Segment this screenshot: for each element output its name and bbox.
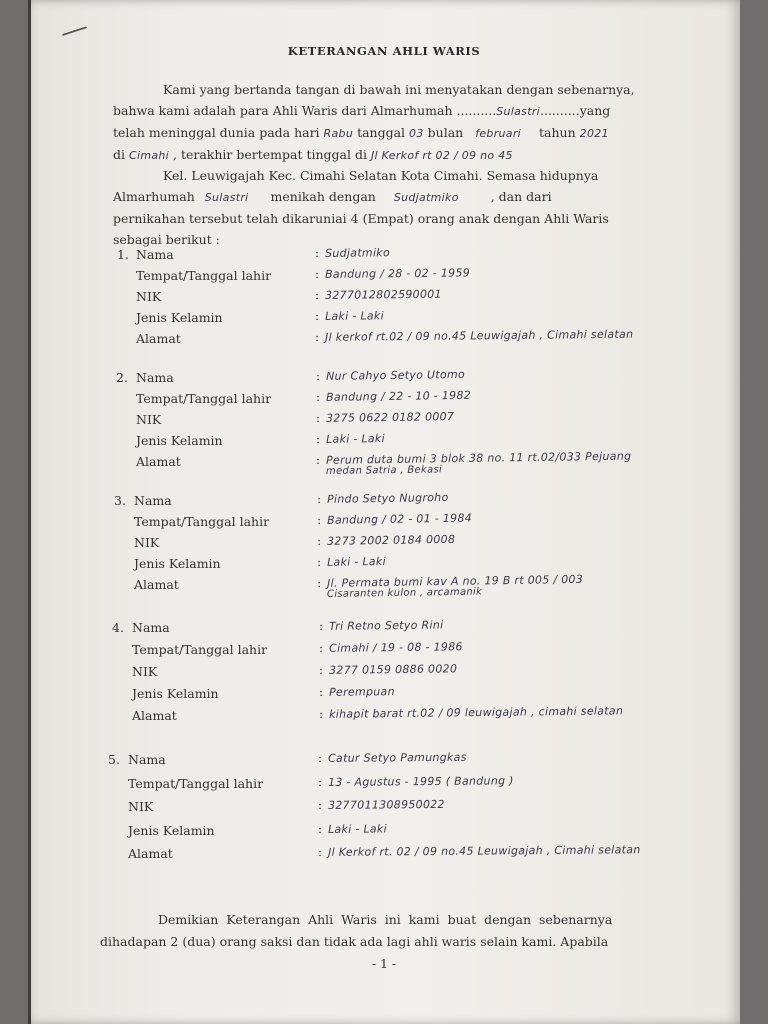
- heir-nik-field: [318, 797, 445, 812]
- intro-line-6-c: , dan dari: [490, 189, 552, 204]
- field-colon: :: [316, 491, 322, 506]
- field-colon: :: [314, 329, 320, 344]
- heir-label-nama: Nama: [134, 493, 172, 508]
- heir-alamat-value: Jl. Permata bumi kav A no. 19 B rt 005 / 003: [326, 572, 584, 590]
- field-colon: :: [314, 287, 320, 302]
- intro-line-2-a: bahwa kami adalah para Ahli Waris dari Almarhumah ..........: [113, 103, 497, 118]
- heir-ttl-value: Cimahi / 19 - 08 - 1986: [328, 640, 463, 655]
- page-edge: [28, 0, 31, 1024]
- heir-nik-value: 3275 0622 0182 0007: [325, 410, 455, 425]
- death-day: Rabu: [323, 127, 354, 140]
- heir-label-alamat: Alamat: [136, 454, 181, 469]
- intro-line-3-a: telah meninggal dunia pada hari: [113, 125, 320, 140]
- intro-line-6-b: menikah dengan: [270, 189, 376, 204]
- field-colon: :: [317, 750, 323, 765]
- death-date: 03: [409, 127, 424, 140]
- heir-number: 4.: [112, 620, 124, 635]
- field-colon: :: [315, 452, 321, 467]
- intro-line-4-b: , terakhir bertempat tinggal di: [173, 147, 367, 162]
- field-colon: :: [318, 684, 324, 699]
- death-year: 2021: [579, 127, 609, 140]
- field-colon: :: [315, 389, 321, 404]
- heir-label-alamat: Alamat: [128, 846, 173, 861]
- document-title: KETERANGAN AHLI WARIS: [287, 44, 481, 58]
- heir-label-jk: Jenis Kelamin: [128, 822, 215, 838]
- closing-line-2: dihadapan 2 (dua) orang saksi dan tidak ada lagi ahli waris selain kami. Apabila: [100, 934, 609, 949]
- heir-label-alamat: Alamat: [134, 577, 179, 592]
- intro-line-4-a: di: [113, 147, 125, 162]
- heir-nama-value: Sudjatmiko: [324, 246, 391, 260]
- heir-nik-field: [316, 409, 454, 425]
- intro-line-6: [113, 189, 552, 204]
- intro-line-8: sebagai berikut :: [113, 232, 220, 247]
- heir-nama-field: [316, 367, 465, 383]
- heir-nama-field: [317, 490, 449, 506]
- heir-ttl-value: Bandung / 28 - 02 - 1959: [324, 266, 471, 281]
- intro-line-3-b: tanggal: [357, 125, 406, 140]
- heir-alamat-value: Jl kerkof rt.02 / 09 no.45 Leuwigajah , Cimahi selatan: [324, 327, 634, 344]
- intro-line-7: pernikahan tersebut telah dikaruniai 4 (Empat) orang anak dengan Ahli Waris: [113, 211, 609, 226]
- field-colon: :: [318, 640, 324, 655]
- intro-line-3-d: tahun: [539, 125, 576, 140]
- field-colon: :: [315, 431, 321, 446]
- field-colon: :: [317, 797, 323, 812]
- heir-nik-value: 3277011308950022: [327, 797, 445, 812]
- heir-jk-field: [317, 554, 386, 569]
- spouse-name: Sudjatmiko: [393, 191, 459, 204]
- heir-label-jk: Jenis Kelamin: [136, 433, 223, 448]
- field-colon: :: [316, 575, 322, 590]
- heir-nik-value: 3277 0159 0886 0020: [328, 662, 458, 677]
- field-colon: :: [315, 368, 321, 383]
- heir-ttl-field: [315, 265, 470, 281]
- heir-ttl-field: [316, 388, 471, 404]
- intro-line-1: Kami yang bertanda tangan di bawah ini menyatakan dengan sebenarnya,: [163, 82, 635, 97]
- heir-label-nik: NIK: [136, 412, 162, 427]
- heir-alamat-value-line-2: medan Satria , Bekasi: [325, 464, 443, 477]
- heir-label-alamat: Alamat: [132, 708, 177, 723]
- heir-label-nik: NIK: [128, 799, 154, 814]
- heir-label-jk: Jenis Kelamin: [136, 310, 223, 325]
- heir-label-jk: Jenis Kelamin: [132, 686, 219, 701]
- heir-number: 5.: [108, 752, 120, 767]
- heir-nama-field: [319, 617, 444, 633]
- field-colon: :: [314, 245, 320, 260]
- heir-nama-value: Pindo Setyo Nugroho: [326, 490, 449, 506]
- heir-ttl-value: Bandung / 02 - 01 - 1984: [326, 511, 473, 527]
- heir-nik-field: [319, 661, 457, 677]
- heir-label-jk: Jenis Kelamin: [134, 556, 221, 571]
- heir-label-nama: Nama: [132, 620, 170, 635]
- heir-label-ttl: Tempat/Tanggal lahir: [134, 514, 270, 529]
- heir-nik-value: 3277012802590001: [324, 287, 442, 302]
- heir-ttl-field: [319, 639, 463, 655]
- heir-jk-field: [319, 684, 395, 699]
- intro-line-2: [113, 103, 610, 118]
- heir-label-nik: NIK: [132, 664, 158, 679]
- intro-line-2-b: ..........yang: [540, 103, 611, 118]
- intro-line-5: Kel. Leuwigajah Kec. Cimahi Selatan Kota Cimahi. Semasa hidupnya: [163, 168, 599, 183]
- intro-line-4: [113, 147, 513, 162]
- heir-jk-value: Perempuan: [328, 685, 395, 699]
- field-colon: :: [316, 533, 322, 548]
- field-colon: :: [317, 844, 323, 859]
- heir-label-nik: NIK: [134, 535, 160, 550]
- heir-alamat-value-line-2: Cisaranten kulon , arcamanik: [326, 586, 483, 600]
- field-colon: :: [316, 554, 322, 569]
- heir-jk-value: Laki - Laki: [327, 821, 387, 836]
- heir-alamat-value: kihapit barat rt.02 / 09 leuwigajah , cimahi selatan: [328, 704, 624, 721]
- last-address: Jl Kerkof rt 02 / 09 no 45: [370, 149, 513, 162]
- heir-jk-value: Laki - Laki: [326, 554, 387, 569]
- field-colon: :: [317, 774, 323, 789]
- heir-label-alamat: Alamat: [136, 331, 181, 346]
- heir-label-nama: Nama: [128, 752, 166, 767]
- heir-nama-field: [318, 750, 467, 765]
- heir-ttl-field: [318, 773, 514, 789]
- page-number: - 1 -: [371, 956, 397, 971]
- heir-label-ttl: Tempat/Tanggal lahir: [136, 268, 272, 283]
- field-colon: :: [318, 706, 324, 721]
- heir-nik-field: [317, 532, 455, 548]
- heir-ttl-value: 13 - Agustus - 1995 ( Bandung ): [327, 773, 514, 789]
- heir-jk-value: Laki - Laki: [324, 309, 384, 323]
- field-colon: :: [314, 308, 320, 323]
- field-colon: :: [315, 410, 321, 425]
- deceased-name-2: Sulastri: [204, 191, 249, 204]
- heir-alamat-field: [318, 842, 641, 859]
- heir-ttl-value: Bandung / 22 - 10 - 1982: [325, 388, 472, 404]
- field-colon: :: [316, 512, 322, 527]
- heir-nik-field: [315, 287, 442, 302]
- closing-line-1: Demikian Keterangan Ahli Waris ini kami buat dengan sebenarnya: [158, 912, 613, 927]
- heir-number: 3.: [114, 493, 126, 508]
- heir-alamat-value: Perum duta bumi 3 blok 38 no. 11 rt.02/033 Pejuang: [325, 449, 632, 467]
- field-colon: :: [314, 266, 320, 281]
- field-colon: :: [318, 618, 324, 633]
- heir-jk-field: [316, 431, 385, 446]
- heir-label-ttl: Tempat/Tanggal lahir: [128, 775, 264, 791]
- heir-nama-value: Catur Setyo Pamungkas: [327, 750, 467, 765]
- heir-alamat-value: Jl Kerkof rt. 02 / 09 no.45 Leuwigajah , Cimahi selatan: [327, 843, 641, 859]
- heir-label-nama: Nama: [136, 370, 174, 385]
- heir-nama-value: Tri Retno Setyo Rini: [328, 618, 444, 633]
- heir-ttl-field: [317, 511, 472, 527]
- heir-label-nik: NIK: [136, 289, 162, 304]
- heir-label-nama: Nama: [136, 247, 174, 262]
- intro-line-3-c: bulan: [427, 125, 464, 140]
- heir-jk-field: [315, 308, 384, 323]
- death-month: februari: [475, 127, 522, 140]
- heir-nama-field: [315, 245, 390, 260]
- intro-line-6-a: Almarhumah: [113, 189, 195, 204]
- heir-label-ttl: Tempat/Tanggal lahir: [132, 642, 268, 657]
- heir-nik-value: 3273 2002 0184 0008: [326, 532, 456, 548]
- field-colon: :: [318, 662, 324, 677]
- heir-nama-value: Nur Cahyo Setyo Utomo: [325, 367, 466, 383]
- heir-jk-field: [318, 821, 387, 836]
- death-city: Cimahi: [128, 149, 170, 162]
- heir-number: 2.: [116, 370, 128, 385]
- field-colon: :: [317, 821, 323, 836]
- deceased-name: Sulastri: [496, 105, 540, 118]
- intro-line-3: [113, 125, 609, 140]
- heir-jk-value: Laki - Laki: [325, 432, 385, 446]
- heir-number: 1.: [117, 247, 129, 262]
- heir-label-ttl: Tempat/Tanggal lahir: [136, 391, 272, 406]
